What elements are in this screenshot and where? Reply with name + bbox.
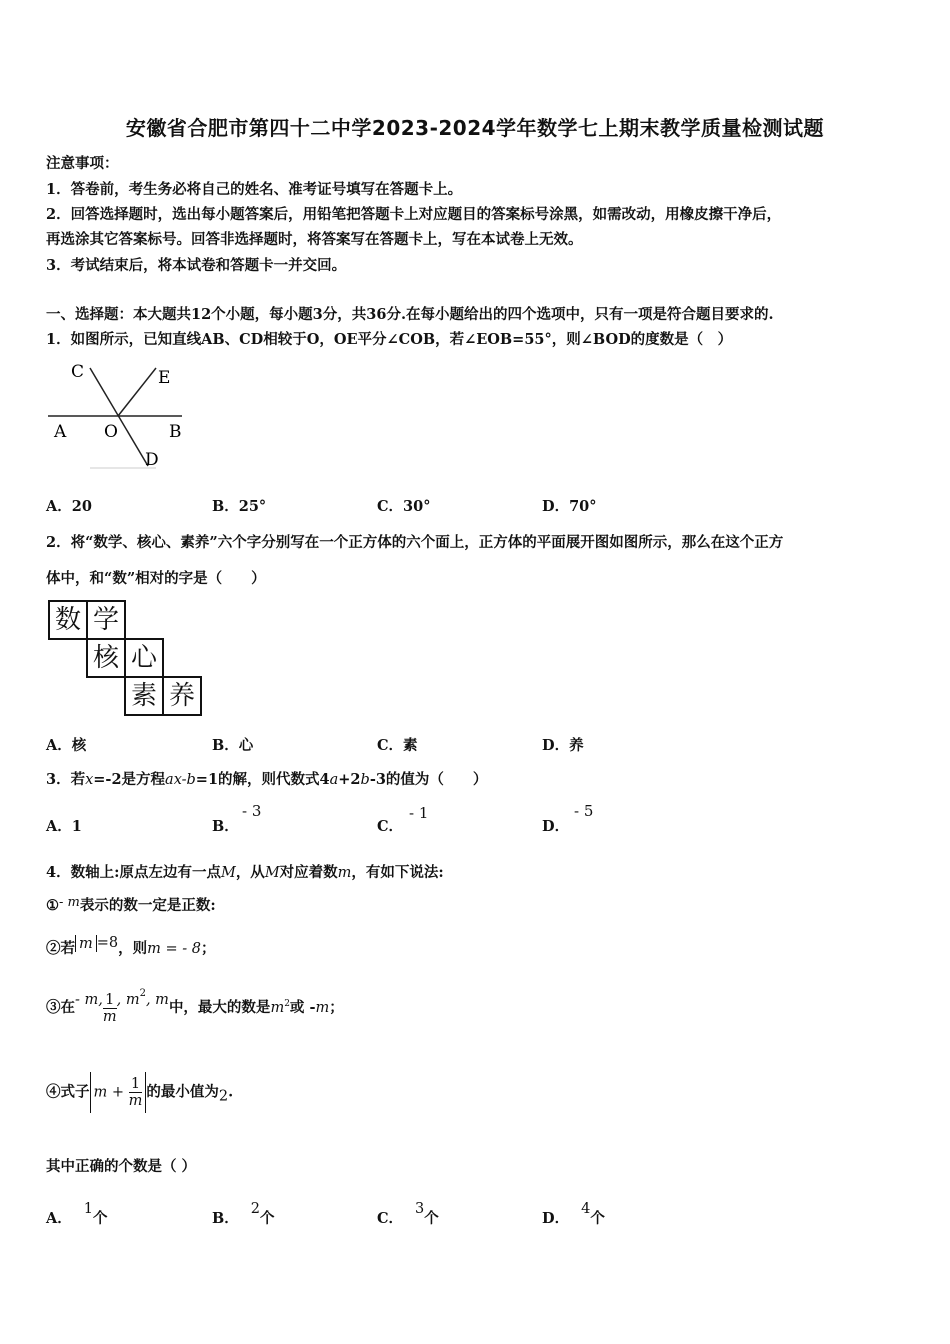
- q1-stem: 1．如图所示，已知直线AB、CD相较于O，OE平分∠COB，若∠EOB=55°，则∠BOD的度数是（ ）: [46, 331, 733, 348]
- notice-2: 2．回答选择题时，选出每小题答案后，用铅笔把答题卡上对应题目的答案标号涂黑，如需改动，用橡皮擦干净后，: [46, 206, 782, 223]
- label-d: D: [145, 450, 159, 470]
- q2-option-d: D．养: [542, 737, 584, 754]
- cube-face-he: 核: [86, 638, 126, 678]
- label-e: E: [158, 368, 171, 388]
- q4-statement-2: ②若 m =8，则m = - 8；: [46, 935, 216, 957]
- q4-conclusion: 其中正确的个数是（ ）: [46, 1158, 197, 1175]
- q2-stem-line1: 2．将“数学、核心、素养”六个字分别写在一个正方体的六个面上，正方体的平面展开图如图所示，那么在这个正方: [46, 534, 784, 551]
- cube-net: [48, 600, 208, 715]
- ray-oe: [118, 368, 156, 416]
- q4-statement-4: ④式子 m + $\frac{1}{m}$ 的最小值为2.: [46, 1072, 233, 1120]
- cube-face-xue: 学: [86, 600, 126, 640]
- q3-option-c-value: - 1: [409, 804, 429, 822]
- q3-option-d-label: D．: [542, 818, 570, 835]
- cube-face-yang: 养: [162, 676, 202, 716]
- notice-3: 3．考试结束后，将本试卷和答题卡一并交回。: [46, 257, 347, 274]
- q1-option-c: C．30°: [377, 498, 431, 515]
- q2-option-a: A．核: [46, 737, 87, 754]
- q4-option-d: D．4个: [542, 1201, 605, 1227]
- label-a: A: [54, 422, 67, 442]
- q3-option-b-label: B．: [212, 818, 239, 835]
- q2-option-b: B．心: [212, 737, 254, 754]
- q2-option-c: C．素: [377, 737, 418, 754]
- q3-stem: 3．若x=-2是方程ax-b=1的解，则代数式4a+2b-3的值为（ ）: [46, 771, 488, 788]
- cube-face-su: 素: [124, 676, 164, 716]
- q4-stem: 4．数轴上:原点左边有一点M，从M对应着数m，有如下说法:: [46, 864, 444, 881]
- q4-option-a: A．1个: [46, 1201, 108, 1227]
- page-title: 安徽省合肥市第四十二中学2023-2024学年数学七上期末教学质量检测试题: [125, 116, 825, 140]
- q3-option-c-label: C．: [377, 818, 404, 835]
- label-b: B: [169, 422, 182, 442]
- notice-2-cont: 再选涂其它答案标号。回答非选择题时，将答案写在答题卡上，写在本试卷上无效。: [46, 231, 583, 248]
- q1-option-d: D．70°: [542, 498, 597, 515]
- label-c: C: [71, 362, 85, 382]
- q2-stem-line2: 体中，和“数”相对的字是（ ）: [46, 570, 266, 587]
- q4-option-b: B．2个: [212, 1201, 275, 1227]
- q3-option-b-value: - 3: [242, 802, 262, 820]
- section-heading: 一、选择题：本大题共12个小题，每小题3分，共36分.在每小题给出的四个选项中，只有一项是符合题目要求的.: [46, 306, 774, 323]
- q1-option-a: A．20: [46, 498, 92, 515]
- notice-heading: 注意事项：: [46, 155, 119, 172]
- cube-face-shu: 数: [48, 600, 88, 640]
- q4-option-c: C．3个: [377, 1201, 439, 1227]
- q4-statement-1: ①- m表示的数一定是正数:: [46, 895, 216, 914]
- q1-option-b: B．25°: [212, 498, 267, 515]
- q1-figure: [44, 356, 194, 474]
- cube-face-xin: 心: [124, 638, 164, 678]
- line-cd: [90, 368, 148, 466]
- label-o: O: [104, 422, 118, 442]
- notice-1: 1．答卷前，考生务必将自己的姓名、准考证号填写在答题卡上。: [46, 181, 463, 198]
- q3-option-d-value: - 5: [574, 802, 594, 820]
- q3-option-a: A．1: [46, 818, 82, 835]
- q4-statement-3: ③在- m, $\frac{1}{m}$ , $m^2$, m中，最大的数是$m^2$或 -m；: [46, 988, 344, 1025]
